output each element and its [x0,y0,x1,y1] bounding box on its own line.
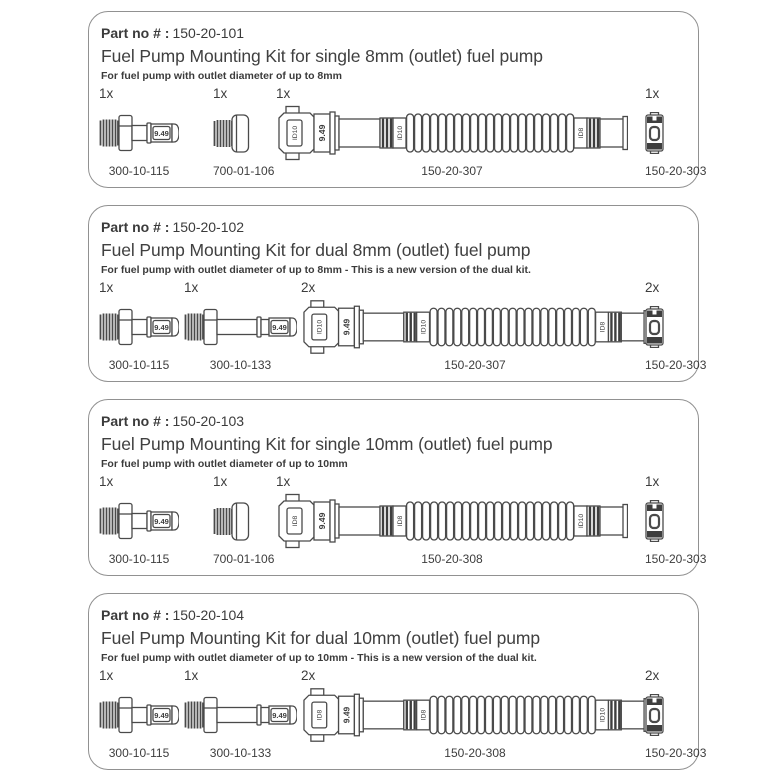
quantity-label: 2x [301,668,316,683]
item-part-number: 150-20-303 [644,164,707,178]
kit-item [276,86,628,178]
kit-item [645,474,706,566]
hose-dimension-label: 9.49 [341,706,352,724]
kit-title: Fuel Pump Mounting Kit for dual 10mm (outlet) fuel pump [101,628,541,648]
item-part-number: 150-20-303 [644,746,707,760]
hose-drawing [276,104,628,162]
quantity-label: 1x [184,280,199,295]
hose-dimension-label: 9.49 [341,318,352,336]
clip-drawing [645,104,706,162]
barb-fitting-short-drawing [99,492,179,550]
kit-subtitle: For fuel pump with outlet diameter of up to 10mm - This is a new version of the dual kit. [101,652,537,664]
item-part-number: 300-10-115 [108,746,170,760]
item-part-number: 700-01-106 [212,164,275,178]
clip-drawing [645,686,706,744]
hose-dimension-label: 9.49 [317,124,327,142]
item-part-number: 150-20-308 [421,552,483,566]
hose-dimension-label: 9.49 [317,512,327,530]
part-number-line [101,607,682,625]
part-number-label: Part no # : [101,25,170,41]
part-number-label: Part no # : [101,607,170,623]
kit-panel [88,205,707,382]
item-part-number: 150-20-307 [421,164,483,178]
kit-panel [88,593,707,770]
kit-item [184,280,297,372]
clip-drawing [645,298,706,356]
hose-connector-id-label: ID8 [291,515,299,527]
kit-item [213,474,274,566]
quantity-label: 1x [99,668,114,683]
item-part-number: 150-20-303 [644,358,707,372]
kit-item [184,668,297,760]
kit-item [213,86,274,178]
kit-subtitle: For fuel pump with outlet diameter of up to 10mm [101,458,348,470]
kit-item [645,668,706,760]
hose-drawing [276,492,628,550]
hose-connector-id-label: ID8 [316,709,324,721]
item-part-number: 150-20-308 [444,746,506,760]
quantity-label: 2x [645,668,660,683]
quantity-label: 2x [645,280,660,295]
barb-fitting-short-drawing [99,298,179,356]
item-part-number: 150-20-303 [644,552,707,566]
plug-drawing [213,492,274,550]
kit-title: Fuel Pump Mounting Kit for dual 8mm (outlet) fuel pump [101,240,531,260]
hose-drawing [301,686,649,744]
part-number-label: Part no # : [101,413,170,429]
kit-subtitle: For fuel pump with outlet diameter of up to 8mm [101,70,342,82]
kit-item [301,668,649,760]
kit-panel [88,11,707,188]
hose-left-id-label: ID10 [420,319,428,335]
item-part-number: 300-10-115 [108,358,170,372]
part-number-line [101,413,682,431]
item-part-number: 300-10-115 [108,552,170,566]
kit-panel [88,399,707,576]
kit-title: Fuel Pump Mounting Kit for single 10mm (outlet) fuel pump [101,434,553,454]
part-number-line [101,25,682,43]
kit-item [99,86,179,178]
quantity-label: 1x [276,474,291,489]
kit-item [645,86,706,178]
clip-drawing [645,492,706,550]
quantity-label: 1x [276,86,291,101]
quantity-label: 1x [184,668,199,683]
barb-fitting-long-drawing [184,298,297,356]
item-part-number: 150-20-307 [444,358,506,372]
item-part-number: 300-10-133 [209,358,272,372]
hose-left-id-label: ID8 [420,709,428,721]
hose-drawing [301,298,649,356]
hose-right-id-label: ID10 [577,513,585,529]
kit-item [99,668,179,760]
quantity-label: 2x [301,280,316,295]
part-number-line [101,219,682,237]
barb-fitting-short-drawing [99,686,179,744]
panel-header [101,219,682,276]
kit-subtitle: For fuel pump with outlet diameter of up to 8mm - This is a new version of the dual kit. [101,264,531,276]
kit-item [645,280,706,372]
part-number-value: 150-20-101 [172,25,245,41]
item-part-number: 300-10-133 [209,746,272,760]
quantity-label: 1x [645,474,660,489]
part-number-value: 150-20-103 [172,413,245,429]
kit-title: Fuel Pump Mounting Kit for single 8mm (outlet) fuel pump [101,46,543,66]
panel-header [101,25,682,82]
part-number-value: 150-20-104 [172,607,245,623]
barb-fitting-long-drawing [184,686,297,744]
panel-header [101,607,682,664]
hose-right-id-label: ID10 [599,707,607,723]
part-number-label: Part no # : [101,219,170,235]
quantity-label: 1x [645,86,660,101]
hose-connector-id-label: ID10 [316,319,324,335]
item-part-number: 700-01-106 [212,552,275,566]
kit-item [276,474,628,566]
kit-item [99,474,179,566]
part-number-value: 150-20-102 [172,219,245,235]
hose-right-id-label: ID8 [577,127,585,139]
quantity-label: 1x [99,86,114,101]
barb-fitting-short-drawing [99,104,179,162]
quantity-label: 1x [99,474,114,489]
quantity-label: 1x [213,86,228,101]
kit-item [99,280,179,372]
plug-drawing [213,104,274,162]
panel-header [101,413,682,470]
hose-right-id-label: ID8 [599,321,607,333]
hose-left-id-label: ID10 [396,125,404,141]
kit-item [301,280,649,372]
quantity-label: 1x [99,280,114,295]
item-part-number: 300-10-115 [108,164,170,178]
hose-left-id-label: ID8 [396,515,404,527]
hose-connector-id-label: ID10 [291,125,299,141]
quantity-label: 1x [213,474,228,489]
